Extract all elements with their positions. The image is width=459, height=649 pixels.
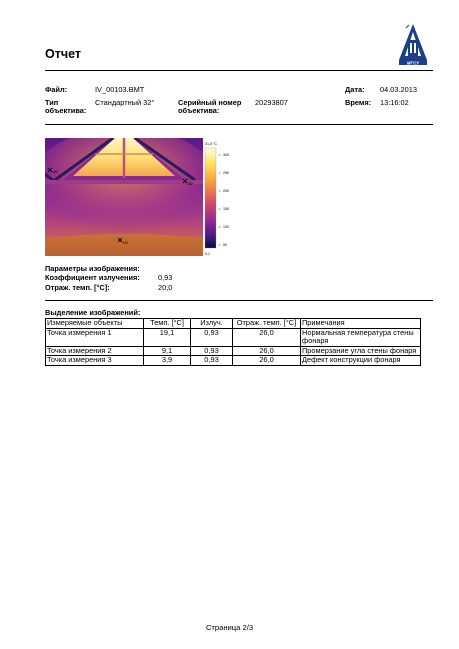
header-objects: Измеряемые объекты — [46, 319, 144, 329]
row-object: Точка измерения 1 — [46, 328, 144, 346]
selection-title: Выделение изображений: — [45, 308, 141, 317]
temperature-scale — [203, 138, 237, 258]
row-notes: Нормальная температура стены фонаря — [301, 328, 421, 346]
row-refl-temp: 26,0 — [233, 328, 301, 346]
header-divider — [45, 70, 433, 71]
row-temp: 19,1 — [144, 328, 191, 346]
row-temp: 9,1 — [144, 346, 191, 356]
scale-tick-150: 150 — [223, 207, 229, 211]
measurements-table — [45, 318, 421, 366]
meta-divider — [45, 124, 433, 125]
row-notes: Дефект конструкции фонаря — [301, 356, 421, 366]
row-emissivity: 0,93 — [191, 328, 233, 346]
measure-point-m3-label: M3 — [123, 241, 128, 245]
row-object: Точка измерения 3 — [46, 356, 144, 366]
row-emissivity: 0,93 — [191, 346, 233, 356]
time-value: 13:16:02 — [380, 98, 409, 107]
serial-label: Серийный номер объектива: — [178, 98, 242, 116]
scale-tick-100: 100 — [223, 225, 229, 229]
header-temp: Темп. [°C] — [144, 319, 191, 329]
header-refl-temp: Отраж. темп. [°C] — [233, 319, 301, 329]
params-divider — [45, 300, 433, 301]
emissivity-label: Коэффициент излучения: — [45, 273, 140, 282]
date-value: 04.03.2013 — [380, 85, 417, 94]
scale-min-label: 0,1 — [205, 252, 210, 256]
refl-temp-value: 20,0 — [158, 283, 173, 292]
row-emissivity: 0,93 — [191, 356, 233, 366]
row-temp: 3,9 — [144, 356, 191, 366]
row-refl-temp: 26,0 — [233, 346, 301, 356]
table-row — [46, 328, 421, 346]
table-header-row — [46, 319, 421, 329]
header-notes: Примечания — [301, 319, 421, 329]
thermogram-image — [45, 138, 203, 256]
emissivity-value: 0,93 — [158, 273, 173, 282]
date-label: Дата: — [345, 85, 365, 94]
image-params-title: Параметры изображения: — [45, 264, 140, 273]
measure-point-m1-label: M1 — [53, 170, 58, 174]
scale-tick-250: 250 — [223, 171, 229, 175]
file-label: Файл: — [45, 85, 68, 94]
file-value: IV_00103.BMT — [95, 85, 145, 94]
header-emissivity: Излуч. — [191, 319, 233, 329]
scale-tick-50: 50 — [223, 243, 227, 247]
time-label: Время: — [345, 98, 372, 107]
logo-text: МГСУ — [406, 60, 420, 66]
report-title: Отчет — [45, 47, 82, 61]
row-object: Точка измерения 2 — [46, 346, 144, 356]
university-logo — [396, 22, 430, 66]
row-refl-temp: 26,0 — [233, 356, 301, 366]
refl-temp-label: Отраж. темп. [°C]: — [45, 283, 110, 292]
row-notes: Промерзание угла стены фонаря — [301, 346, 421, 356]
lens-type-label: Тип объектива: — [45, 98, 87, 116]
scale-tick-200: 200 — [223, 189, 229, 193]
lens-type-value: Стандартный 32° — [95, 98, 155, 107]
scale-max-label: 31,0 °C — [205, 142, 218, 146]
table-row — [46, 356, 421, 366]
scale-tick-300: 300 — [223, 153, 229, 157]
page-number: Страница 2/3 — [205, 623, 254, 632]
measure-point-m2-label: M2 — [188, 182, 193, 186]
serial-value: 20293807 — [255, 98, 288, 107]
